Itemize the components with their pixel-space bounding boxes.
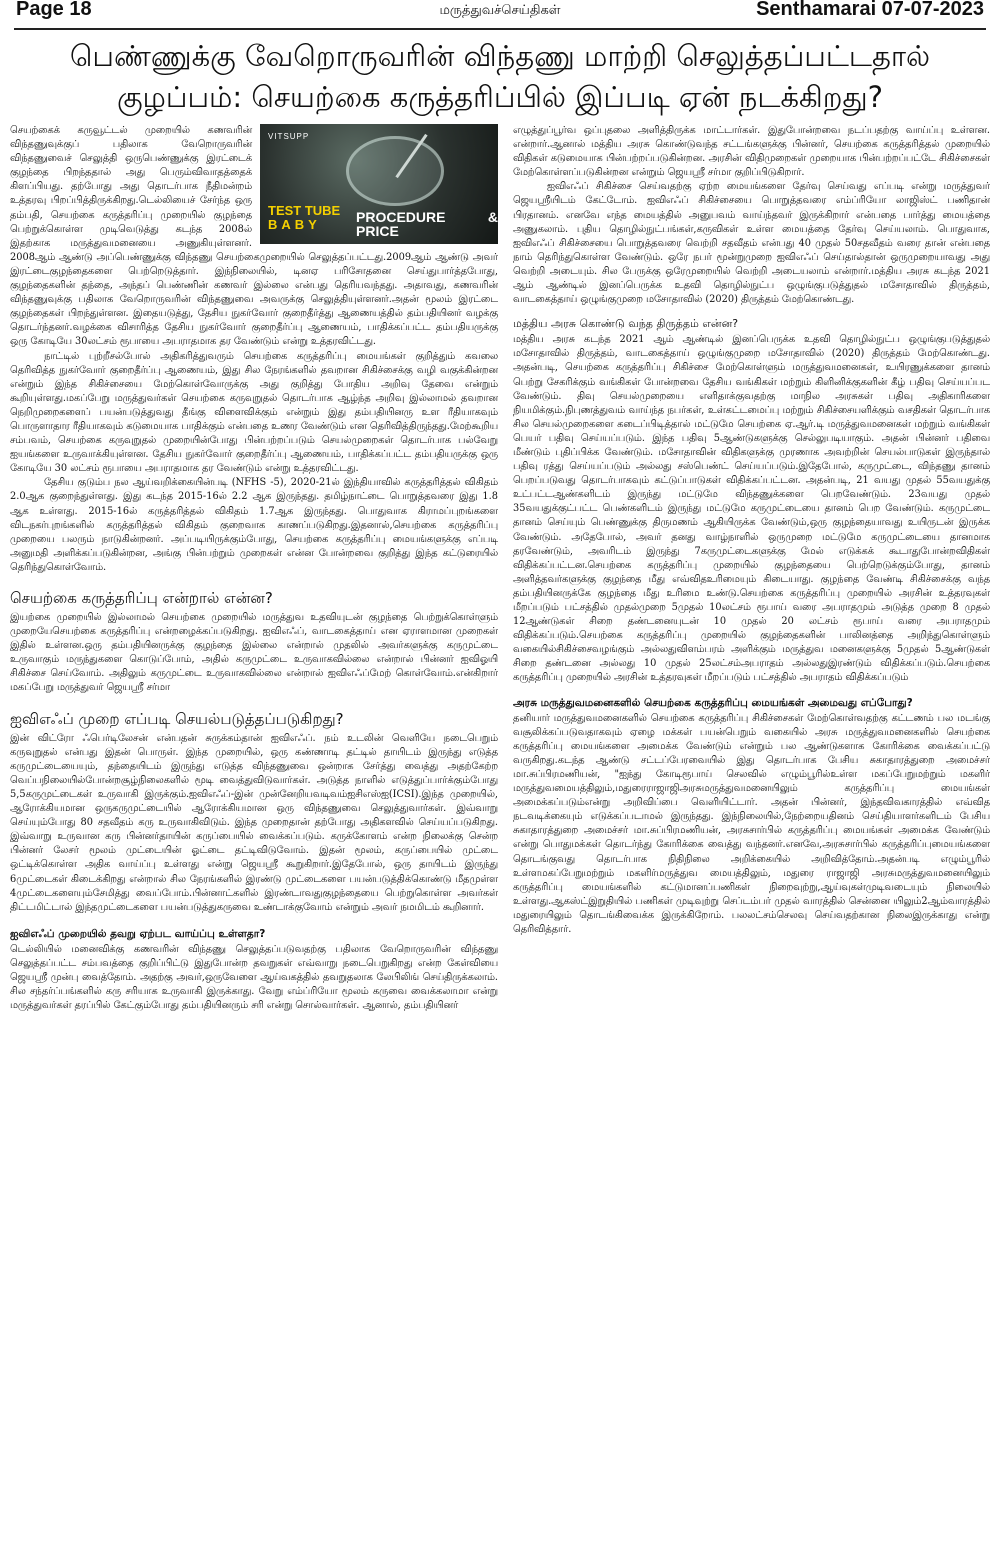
- image-caption-line1: TEST TUBE: [268, 203, 341, 218]
- article-image: [260, 124, 498, 244]
- subheading-ivf-procedure: ஐவிஎஃப் முறை எப்படி செயல்படுத்தப்படுகிறது?: [10, 709, 344, 728]
- subheading-ivf-errors: ஐவிஎஃப் முறையில் தவறு ஏற்பட வாய்ப்பு உள்ளதா?: [10, 927, 266, 940]
- image-caption-line3: PROCEDURE & PRICE: [356, 209, 498, 240]
- left-paragraph-3: தேசிய குடும்ப நல ஆய்வறிக்கையின்படி (NFHS -5), 2020-21ல் இந்தியாவில் கருத்தரித்தல் விகிதம் 2.0ஆக குறைந்துள்ளது. இது கடந்த 2015-16ல் 2.2 ஆக இருந்தது. தமிழ்நாட்டை பொறுத்தவரை இது 1.8 ஆக உள்ளது. 2015-16ல் கருத்தரித்தல் விகிதம் 1.7ஆக இருந்தது. பொதுவாக கிராமப்புறங்களை விடநகர்புறங்களில் கருத்தரித்தல் விகிதம் குறைவாக காணப்படுகிறது.இதனால்,செயற்கை கருத்தரிப்பு முறையை பலரும் நாடுகின்றனர். அப்படியிருக்கும்போது, செயற்கை கருத்தரிப்பு மையங்களுக்கு எப்படி அனுமதி அளிக்கப்படுகின்றன, அங்கு பின்பற்றும் முறைகள் என்ன போன்றவை குறித்து இந்த கட்டுரையில் தெரிந்துகொள்வோம்.: [10, 477, 498, 573]
- right-paragraph-4: தனியார் மருத்துவமனைகளில் செயற்கை கருத்தரிப்பு சிகிச்சைகள் மேற்கொள்வதற்கு கட்டணம் பல மடங்கு வசூலிக்கப்படுவதாகவும் ஏழை மக்கள் பயன்பெறும் வகையில் அரசு மருத்துவமனைகளில் செயற்கை கருத்தரிப்பு மையங்களை அமைக்க வேண்டும் என்றும் பல ஆண்டுகளாக கோரிக்கை வைக்கப்பட்டு வருகிறது.கடந்த ஆண்டு சட்டப்பேரவையில் இது தொடர்பாக பேசிய சுகாதாரத்துறை அமைச்சர் மா.சுப்பிரமணியன், "ஐந்து கோடிரூபாய் செலவில் எழும்பூரில்உள்ள மகப்பேறுமற்றும் மகளிர் மருத்துவமையத்திலும்,மதுரைராஜாஜிஅரசுமருத்துவமனையிலும் கருத்தரிப்பு மையங்கள் அமைக்கப்படும்என்று அறிவிப்பை வெளியிட்டார். அதன் பின்னர், இந்தவிவகாரத்தில் எவ்வித நடவடிக்கையும் எடுக்கப்படாமல் இருந்தது. இந்நிலையில்,நேற்றையதினம் செய்தியாளர்களிடம் பேசிய சுகாதாரத்துறை அமைச்சர் மா.சுப்பிரமணியன், அரசுசார்பில் கருத்தரிப்பு மையங்கள் அமைக்க வேண்டும் என்று பொதுமக்கள் தொடர்ந்து கோரிக்கை வைத்து வந்தனர்.எனவே,அரசுசார்பில் கருத்தரிப்புமையங்களை தொடங்குவது தொடர்பாக நிதிநிலை அறிக்கையில் அறிவித்தோம்.அதன்படி எழும்பூரில் உள்ளமகப்பேறுமற்றும் மகளிர்மருத்துவ மையத்திலும், மதுரை ராஜாஜி அரசுமருத்துவமனையிலும் கருத்தரிப்பு மையங்களில் கட்டுமானப்பணிகள் நிறைவுற்று,ஆய்வுகள்முடிவடையும் நிலையில் உள்ளது.ஆகஸ்ட்இறுதியில் பணிகள் முடிவுற்று செப்டம்பர் முதல் வாரத்தில் சென்னை யிலும்2ஆம்வாரத்தில் மதுரையிலும் தொடங்கிவைக்க இருக்கிறோம். பலலட்சம்செலவு செய்வதற்கான நிலைஇருக்காது என்று தெரிவித்தார்.: [513, 712, 990, 935]
- publication-name: மருத்துவச்செய்திகள்: [439, 3, 561, 18]
- left-paragraph-1: செயற்கைக் கருவூட்டல் முறையில் கணவரின் விந்தணுவுக்குப் பதிலாக வேறொருவரின் விந்தணுவைச் செலுத்தி ஒருபெண்ணுக்கு இரட்டைக் குழந்தை பிறந்ததால் அது பெரும்விவாதத்தைக் கிளப்பியது. தற்போது அது தொடர்பாக நீதிமன்றம் உத்தரவு பிறப்பித்திருக்கிறது.டெல்லியைச் சேர்ந்த ஒரு தம்பதி, செயற்கை கருத்தரிப்பு முறையில் குழந்தை பெற்றுக்கொள்ள முடிவெடுத்து கடந்த 2008ல் இதற்காக மருத்துவமனையை அணுகியுள்ளனர். 2008ஆம் ஆண்டு அப்பெண்ணுக்கு விந்தணு செயற்கைமுறையில் செலுத்தப்பட்டது.2009ஆம் ஆண்டு அவர் இரட்டைகுழந்தைகளை பெற்றெடுத்தார். இந்நிலையில், டினஏ பரிசோதனை செய்துபார்த்தபோது, குழந்தைகளின் தந்தை, அந்தப் பெண்ணின் கணவர் இல்லை என்பது தெரியவந்தது. அதாவது, கணவரின் விந்தணுவுக்கு பதிலாக வேறொருவரின் விந்தணுவை அவருக்கு செலுத்தியுள்ளனர்.அதன் மூலம் இரட்டை குழந்தைகள் பிறந்துள்ளன. இதையடுத்து, தேசிய நுகர்வோர் குறைதீர்த்து ஆணையத்தில் தம்பதியினர் வழக்கு தொடர்ந்தனர்.வழக்கை விசாரித்த தேசிய நுகர்வோர் குறைதீர்ப்பு ஆணையம், பாதிக்கப்பட்ட தம்பதியருக்கு ஒரு கோடியே 30லட்சம் ரூபாயை அபராதமாக தர வேண்டும் என்று உத்தரவிட்டது.: [10, 125, 498, 348]
- right-paragraph-2: ஐவிஎஃப் சிகிச்சை செய்வதற்கு ஏற்ற மையங்களை தேர்வு செய்வது எப்படி என்று மருத்துவர் ஜெயஸ்ரீயிடம் கேட்டோம். ஐவிஎஃப் சிகிச்சையை பொறுத்தவரை எம்ப்ரியோ லாஜிஸ்ட் பணிதான் பிரதானம். எனவே எந்த மையத்தில் அனுபவம் வாய்ந்தவர் இருக்கிறார் என்பதை பார்த்து மையத்தை அணுகலாம். புதிய தொழில்நுட்பங்கள்,கருவிகள் உள்ள மையத்தை தேர்வு செய்யலாம். பொதுவாக, ஐவிஎஃப் சிகிச்சையை பொறுத்தவரை வெற்றி சதவீதம் என்பது 40 முதல் 50சதவீதம் வரை தான் என்பதை நாம் தெரிந்துகொள்ள வேண்டும். ஒரே நபர் மூன்றுமுறை ஐவிஎஃப் செய்தால்தான் ஒருமுறையாவது அது வெற்றி அடையும். சில பேருக்கு ஒரேமுறையில் வெற்றி அடையலாம் என்றார்.மத்திய அரசு கடந்த 2021 ஆம் ஆண்டில் இனப்பெருக்க உதவி தொழில்நுட்ப ஒழுங்குபடுத்துதல் மசோதாவில் திருத்தம், வாடகைத்தாய் ஒழுங்குமுறை மசோதாவில் (2020) திருத்தம் மேற்கொண்டது.: [513, 181, 990, 306]
- page-number: Page 18: [16, 0, 92, 20]
- right-paragraph-1: எழுத்துப்பூர்வ ஒப்புதலை அளித்திருக்க மாட்டார்கள். இதுபோன்றவை நடப்பதற்கு வாய்ப்பு உள்ளன. என்றார்.ஆனால் மத்திய அரசு கொண்டுவந்த சட்டங்களுக்கு பின்னர், செயற்கை கருத்தரித்தல் முறையில் விதிகள் கடுமையாக பின்பற்றப்படுகின்றன. அரசின் விதிமுறைகள் முறையாக பின்பற்றப்பட்டே சிகிச்சைகள் மேற்கொள்ளப்படுகின்றன என்றும் ஜெயஸ்ரீ சர்மா குறிப்பிடுகிறார்.: [513, 125, 990, 179]
- image-logo: VITSUPP: [268, 132, 310, 141]
- right-paragraph-3: மத்திய அரசு கடந்த 2021 ஆம் ஆண்டில் இனப்பெருக்க உதவி தொழில்நுட்ப ஒழுங்குபடுத்துதல் மசோதாவில் திருத்தம், வாடகைத்தாய் ஒழுங்குமுறை மசோதாவில் (2020) திருத்தம் மேற்கொண்டது. அதன்படி, செயற்கை கருத்தரிப்பு சிகிச்சை மேற்கொள்ளும் மருத்துவமனைகள், உயிரணுக்களை தானம் பெற்று சேகரிக்கும் வங்கிகள் போன்றவை தேசிய வங்கிகள் மற்றும் கிளினிக்குகளின் கீழ் பதிவு செய்யப்பட வேண்டும். திவு செயல்முறையை எளிதாக்குவதற்கு மாநில அரசுகள் பதிவு அதிகாரிகளை நியமிக்கும்.நிபுணத்துவம் வாய்ந்த நபர்கள், உள்கட்டமைப்பு மற்றும் சிகிச்சையளிக்கும் வசதிகள் தொடர்பாக சில செயல்முறைகளை கடைப்பிடித்தால் மட்டுமே செயற்கை ஏ.ஆர்.டி மருத்துவமனைகள் மற்றும் வங்கிகள் பெயர் பதிவு செய்யப்படும். இந்த பதிவு 5ஆண்டுகளுக்கு செல்லுபடியாகும். அதன் பின்னர் பதிவை மீண்டும் புதிப்பிக்க வேண்டும். மசோதாவின் விதிகளுக்கு முரணாக அவற்றின் செயல்பாடுகள் இருந்தால் பதிவு ரத்து செய்யப்படும் அல்லது சஸ்பெண்ட் செய்யப்படும்.இதேபோல், கருமுட்டை, விந்தணு தானம் பெறப்படுவது தொடர்பாகவும் கட்டுப்பாடுகள் விதிக்கப்பட்டன. அதன்படி, 21 வயது முதல் 55வயதுக்கு உட்பட்டஆண்களிடம் இருந்து மட்டுமே விந்தணுக்களை பெறவேண்டும். 23வயது முதல் 35வயதுக்குட்பட்ட பெண்களிடம் இருந்து மட்டுமே கருமுட்டையை தானம் பெற வேண்டும். கருமுட்டை தானம் செய்யும் பெண்ணுக்கு திருமணம் ஆகியிருக்க வேண்டும்,ஒரு குழந்தையாவது உயிருடன் இருக்க வேண்டும். அதேபோல், அவர் தனது வாழ்நாளில் ஒருமுறை மட்டுமே கருமுட்டையை தானமாக தரவேண்டும், அவரிடம் இருந்து 7கருமுட்டைகளுக்கு மேல் எடுக்கக் கூடாதுபோன்றவிதிகள் விதிக்கப்பட்டன.செயற்கை கருத்தரிப்பு முறையில் குழந்தையை பெற்றெடுக்கும்போது, தானம் அளித்தவர்களுக்கு குழந்தை மீது எவ்விதஉரிமையும் கிடையாது. குழந்தை வேண்டி சிகிச்சைக்கு வந்த தம்பதியினருக்கே குழந்தை மீது உரிமை உண்டு.செயற்கை கருத்தரிப்பு முறையில் அரசின் உத்தரவுகள் மீறப்படும் பட்சத்தில் முதல்முறை 5முதல் 10லட்சம் ரூபாய் வரை அபராதமும் அடுத்த முறை 8 முதல் 12ஆண்டுகள் சிறை தண்டனையுடன் 10 முதல் 20 லட்சம் ரூபாய் வரை அபராதமும் விதிக்கப்படும்.செயற்கை கருத்தரிப்பு முறையில் குழந்தைகளின் பாலினத்தை அறிந்துகொள்ளும் வகையில்சிகிச்சைவழங்கும் அல்லதுவிளம்பரம் அளிக்கும் மருத்துவ மனைகளுக்கு 5முதல் 5ஆண்டுகள் சிறை தண்டனை அல்லது 10 முதல் 25லட்சம்அபராதம் அல்லதுஇரண்டும் விதிக்கப்படும்.செயற்கை கருத்தரிப்பு முறையில் அரசின் உத்தரவுகள் மீறப்படும் பட்சத்தில் அபராதம் விதிக்கப்படும்: [513, 334, 990, 684]
- edition-date: Senthamarai 07-07-2023: [756, 0, 984, 20]
- subheading-what-is-art: செயற்கை கருத்தரிப்பு என்றால் என்ன?: [10, 589, 273, 607]
- subheading-govt-amendment: மத்திய அரசு கொண்டு வந்த திருத்தம் என்ன?: [513, 317, 739, 331]
- left-paragraph-5: இன் விட்ரோ ஃபெர்டிலேசன் என்பதன் சுருக்கம்தான் ஐவிஎஃப். நம் உடலின் வெளியே நடைபெறும் கருவுறுதல் என்பது இதன் பொருள். இந்த முறையில், ஒரு கண்ணாடி தட்டில் தாயிடம் இருந்து எடுத்த கருமுட்டையையும், தந்தையிடம் இருந்து எடுத்த விந்தணுவை ஒன்றாக சேர்த்து வைத்து அதற்கேற்ற வெப்பநிலையில்போன்றசூழ்நிலைகளில் மூடி வைத்துவிடுவார்கள். அடுத்த நாளில் எடுத்துப்பார்க்கும்போது 5,5கருமுட்டைகள் உருவாகி இருக்கும்.ஐவிஎஃப்-இன் முன்னேறியவடிவம்ஐசிஎஸ்ஐ(ICSI).இந்த முறையில், ஆரோக்கியமான ஒருகருமுட்டையில் ஆரோக்கியமான ஒரு விந்தணுவை செலுத்துவார்கள். இவ்வாறு செய்யும்போது 80 சதவீதம் கரு உருவாகிவிடும். இந்த முறைதான் தற்போது அதிகளவில் செய்யப்படுகிறது. இவ்வாறு உருவான கரு பின்னர்தாயின் கருப்பையில் வைக்கப்படும். கருக்கோளம் என்ற நிலைக்கு சென்ற பின்னர் லேசர் மூலம் முட்டையின் ஓட்டை தட்டிவிடுவோம். இதன் மூலம், கருப்பையில் முட்டை ஒட்டிக்கொள்ள அதிக வாய்ப்பு உள்ளது என்று ஜெயஸ்ரீ கூறுகிறார்.இதேபோல், ஒரு தாயிடம் இருந்து 6முட்டைகள் கிடைக்கிறது என்றால் சில நேரங்களில் இரண்டு முட்டைகளை பயன்படுத்திக்கொண்டு மீதமுள்ள 4முட்டைகளையும்சேமித்து வைப்போம்.பின்னாட்களில் இரண்டாவதுகுழந்தையை பெற்றுகொள்ள அவர்கள் திட்டமிட்டால் இந்தமுட்டைகளை பயன்படுத்துகருவை உண்டாக்குவோம் என்றும் அவர் நமமிடம் கூறினார்.: [10, 732, 498, 913]
- right-column: [513, 124, 990, 1536]
- subheading-govt-centres: அரசு மருத்துவமனைகளில் செயற்கை கருத்தரிப்பு மையங்கள் அமைவது எப்போது?: [513, 696, 913, 709]
- page-header: [14, 0, 986, 30]
- left-paragraph-2: நாட்டில் புற்றீசல்போல் அதிகரித்துவரும் செயற்கை கருத்தரிப்பு மையங்கள் குறித்தும் கவலை தெரிவித்த நுகர்வோர் குறைதீர்ப்பு ஆணையம், இது சில நேரங்களில் தவறான சிகிச்சைக்கு வழி வகுக்கின்றன என்றும் இந்த சிகிச்சையை மேற்கொள்வோருக்கு அது குறித்து போதிய அறிவு தேவை என்றும் கூறியுள்ளது.மகப்பேறு மருத்துவர்கள் செயற்கை கருவுறுதல் தொடர்பாக ஆழ்ந்த அறிவு இல்லாமல் தவறான நெறிமுறைகளைப் பயன்படுத்துவது தீங்கு விளைவிக்கும் என்றும் இது தம்பதியினரு உள ரீதியாகவும் பொருளாதார ரீதியாகவும் கடுமையாக பாதிக்கும் என்பதை உணர வேண்டும் என தெரிவித்திருந்தது.மேற்கூறிய சம்பவம், செயற்கை கருவுறுதல் முறையின்போது பின்பற்றப்படும் செயல்முறைகள் தொடர்பாக பல்வேறு ஐயங்களை உருவாக்கியுள்ளன. தேசிய நுகர்வோர் குறைதீர்ப்பு ஆணையம், பாதிக்கப்பட்ட தம்பதியருக்கு ஒரு கோடியே 30 லட்சம் ரூபாயை அபராதமாக தர வேண்டும் என்று உத்தரவிட்டது.: [10, 350, 498, 475]
- left-column: [10, 124, 498, 1536]
- left-paragraph-6: டெல்லியில் மனைவிக்கு கணவரின் விந்தணு செலுத்தப்படுவதற்கு பதிலாக வேறொருவரின் விந்தணு செலுத்தப்பட்ட சம்பவத்தை குறிப்பிட்டு இதுபோன்ற தவறுகள் எவ்வாறு நடைபெறுகிறது என்ற கேள்வியை ஜெயஸ்ரீ முன்பு வைத்தோம். அதற்கு அவர்,ஒருவேளை ஆய்வகத்தில் தவறுதலாக லேபிலிங் செய்திருக்கலாம். சில சந்தர்ப்பங்களில் கரு சரியாக உருவாகி இருக்காது. வேறு எம்ப்ரியோ மூலம் கருவை வைக்கலாமா என்று மருத்துவர்கள் தரப்பில் கேட்கும்போது தம்பதியினரும் சரி என்று சொல்வார்கள். ஆனால், தம்பதியினர்: [10, 943, 498, 1012]
- left-paragraph-4: இயற்கை முறையில் இல்லாமல் செயற்கை முறையில் மருத்துவ உதவியுடன் குழந்தை பெற்றுக்கொள்ளும் முறையேசெயற்கை கருத்தரிப்பு என்றழைக்கப்படுகிறது. ஐவிஎஃப், வாடகைத்தாய் என ஏராளமான முறைகள் இதில் உள்ளன.ஒரு தம்பதியினருக்கு குழந்தை இல்லை என்றால் முதலில் அவர்களுக்கு கருமுட்டை உருவாகும் மருந்துகளை கொடுப்போம், அதில் கருமுட்டை உருவாகவில்லை என்றால் பின்னர் ஐவிஓயி சிகிச்சை செய்வோம். அதிலும் கருமுட்டை உருவாகவில்லை என்றால் ஐவிஎஃப்மேற் கொள்வோம்.என்கிறார் மகப்பேறு மருத்துவர் ஜெயஸ்ரீ சர்மா: [10, 612, 498, 694]
- article-headline: பெண்ணுக்கு வேறொருவரின் விந்தணு மாற்றி செலுத்தப்பட்டதால் குழப்பம்: செயற்கை கருத்தரிப்பில் இப்படி ஏன் நடக்கிறது?: [69, 39, 931, 114]
- image-caption-line2: BABY: [268, 217, 321, 232]
- petri-dish-graphic: [346, 136, 444, 206]
